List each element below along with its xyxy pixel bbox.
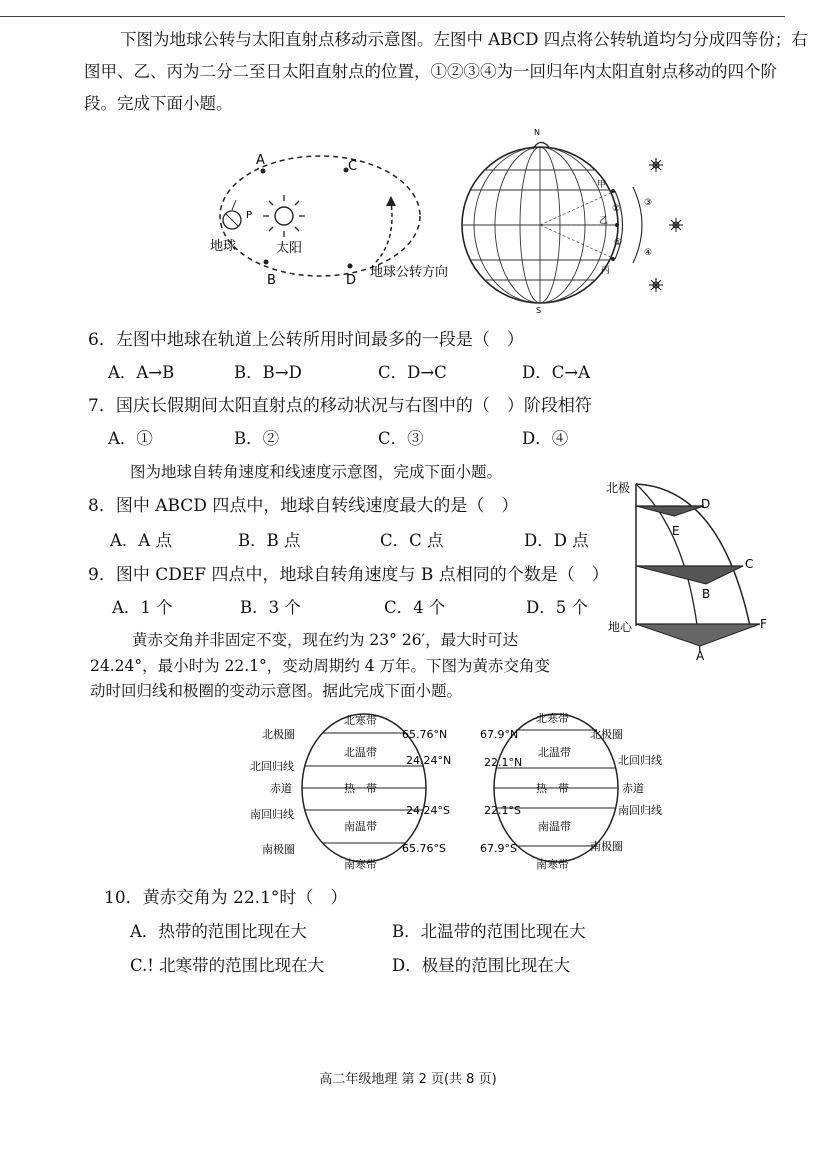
q9-option-a[interactable]: A．1 个	[112, 598, 173, 617]
orbit-label-d: D	[346, 273, 357, 288]
left-n-temperate: 北温带	[344, 746, 377, 759]
climate-zones-left	[240, 708, 480, 874]
intro-line-3: 段。完成下面小题。	[84, 94, 233, 113]
stage-4-label: ④	[644, 248, 653, 258]
orbit-label-a: A	[256, 153, 265, 168]
q10-option-c[interactable]: C.! 北寒带的范围比现在大	[130, 956, 325, 975]
left-lat-2: 24.24°N	[406, 754, 452, 767]
sun-rays-icon	[649, 158, 683, 292]
earth-symbol	[223, 200, 241, 229]
intro-2: 图为地球自转角速度和线速度示意图，完成下面小题。	[130, 463, 503, 481]
point-b-label: B	[702, 587, 711, 601]
q6-option-a[interactable]: A．A→B	[108, 363, 175, 382]
left-antarctic-circle: 南极圈	[262, 843, 295, 856]
q8-option-b[interactable]: B．B 点	[238, 531, 301, 550]
intro-3-line-1: 黄赤交角并非固定不变，现在约为 23° 26′，最大时可达	[132, 631, 519, 649]
q7-option-a[interactable]: A．①	[108, 429, 153, 448]
q8-option-a[interactable]: A．A 点	[110, 531, 173, 550]
point-d-label: D	[701, 497, 711, 511]
left-tropic-s: 南回归线	[250, 808, 294, 821]
q7-option-c[interactable]: C．③	[378, 429, 424, 448]
left-torrid: 热 带	[344, 782, 377, 795]
q10-stem: 10．黄赤交角为 22.1°时（ ）	[104, 888, 348, 908]
south-label: S	[536, 306, 542, 315]
right-s-frigid: 南寒带	[536, 858, 569, 871]
point-e-label: E	[672, 524, 680, 538]
earth-center-label: 地心	[608, 620, 633, 634]
left-lat-1: 65.76°N	[402, 728, 448, 741]
right-antarctic-circle: 南极圈	[590, 840, 623, 853]
point-a-label: A	[696, 649, 705, 663]
climate-zones-right	[470, 708, 690, 874]
orbit-diagram	[200, 140, 470, 300]
q10-option-d[interactable]: D．极昼的范围比现在大	[392, 956, 571, 975]
earth-label: 地球	[210, 239, 237, 254]
north-label: N	[534, 128, 540, 137]
yi-label: 乙	[599, 216, 609, 226]
right-lat-2: 22.1°N	[484, 756, 523, 769]
intro-3-line-2: 24.24°，最小时为 22.1°，变动周期约 4 万年。下图为黄赤交角变	[90, 657, 551, 675]
orbit-label-p: P	[246, 210, 253, 221]
right-tropic-n: 北回归线	[618, 754, 662, 767]
stage-3-label: ③	[644, 198, 653, 208]
q10-option-b[interactable]: B．北温带的范围比现在大	[392, 922, 586, 941]
page-footer: 高二年级地理 第 2 页(共 8 页)	[319, 1072, 497, 1087]
rotation-speed-diagram	[600, 474, 780, 664]
left-lat-3: 24.24°S	[406, 804, 450, 817]
q9-option-d[interactable]: D．5 个	[526, 598, 588, 617]
north-pole-label: 北极	[606, 481, 631, 495]
stage-2-label: ②	[612, 204, 621, 214]
q6-option-c[interactable]: C．D→C	[378, 363, 447, 382]
q9-option-b[interactable]: B．3 个	[240, 598, 301, 617]
q6-option-d[interactable]: D．C→A	[522, 363, 591, 382]
q7-stem: 7．国庆长假期间太阳直射点的移动状况与右图中的（ ）阶段相符	[88, 396, 592, 416]
left-lat-4: 65.76°S	[402, 842, 446, 855]
q7-option-d[interactable]: D．④	[522, 429, 569, 448]
right-s-temperate: 南温带	[538, 820, 571, 833]
left-arctic-circle: 北极圈	[262, 728, 295, 741]
bing-label: 丙	[601, 266, 611, 276]
q8-option-d[interactable]: D．D 点	[524, 531, 589, 550]
q6-stem: 6．左图中地球在轨道上公转所用时间最多的一段是（ ）	[88, 330, 524, 350]
orbit-label-c: C	[348, 159, 358, 174]
point-c-label: C	[745, 557, 754, 571]
left-s-frigid: 南寒带	[344, 858, 377, 871]
q10-option-a[interactable]: A．热带的范围比现在大	[130, 922, 307, 941]
intro-line-2: 图甲、乙、丙为二分二至日太阳直射点的位置，①②③④为一回归年内太阳直射点移动的四个阶	[84, 62, 777, 81]
right-n-temperate: 北温带	[538, 746, 571, 759]
top-rule	[0, 16, 785, 17]
left-s-temperate: 南温带	[344, 820, 377, 833]
q8-stem: 8．图中 ABCD 四点中，地球自转线速度最大的是（ ）	[88, 496, 519, 516]
left-tropic-n: 北回归线	[250, 760, 294, 773]
point-f-label: F	[760, 617, 767, 631]
intro-line-1: 下图为地球公转与太阳直射点移动示意图。左图中 ABCD 四点将公转轨道均匀分成四等份；右	[120, 30, 808, 49]
right-torrid: 热 带	[536, 782, 569, 795]
stage-1-label: ①	[614, 238, 623, 248]
q9-option-c[interactable]: C．4 个	[384, 598, 446, 617]
right-lat-4: 67.9°S	[480, 842, 517, 855]
sun-symbol	[263, 195, 305, 237]
right-lat-3: 22.1°S	[484, 804, 521, 817]
q8-option-c[interactable]: C．C 点	[380, 531, 444, 550]
right-arctic-circle: 北极圈	[590, 728, 623, 741]
right-lat-1: 67.9°N	[480, 728, 519, 741]
q7-option-b[interactable]: B．②	[234, 429, 280, 448]
right-equator: 赤道	[622, 782, 644, 795]
sun-label: 太阳	[276, 241, 303, 256]
intro-3-line-3: 动时回归线和极圈的变动示意图。据此完成下面小题。	[90, 682, 463, 700]
q9-stem: 9．图中 CDEF 四点中，地球自转角速度与 B 点相同的个数是（ ）	[88, 565, 609, 585]
q6-option-b[interactable]: B．B→D	[234, 363, 302, 382]
left-equator: 赤道	[270, 782, 292, 795]
sun-path-globe	[455, 125, 690, 315]
right-n-frigid: 北寒带	[536, 712, 569, 725]
left-n-frigid: 北寒带	[344, 714, 377, 727]
direction-label: 地球公转方向	[370, 265, 449, 280]
right-tropic-s: 南回归线	[618, 804, 662, 817]
jia-label: 甲	[597, 180, 607, 190]
orbit-label-b: B	[267, 273, 276, 288]
